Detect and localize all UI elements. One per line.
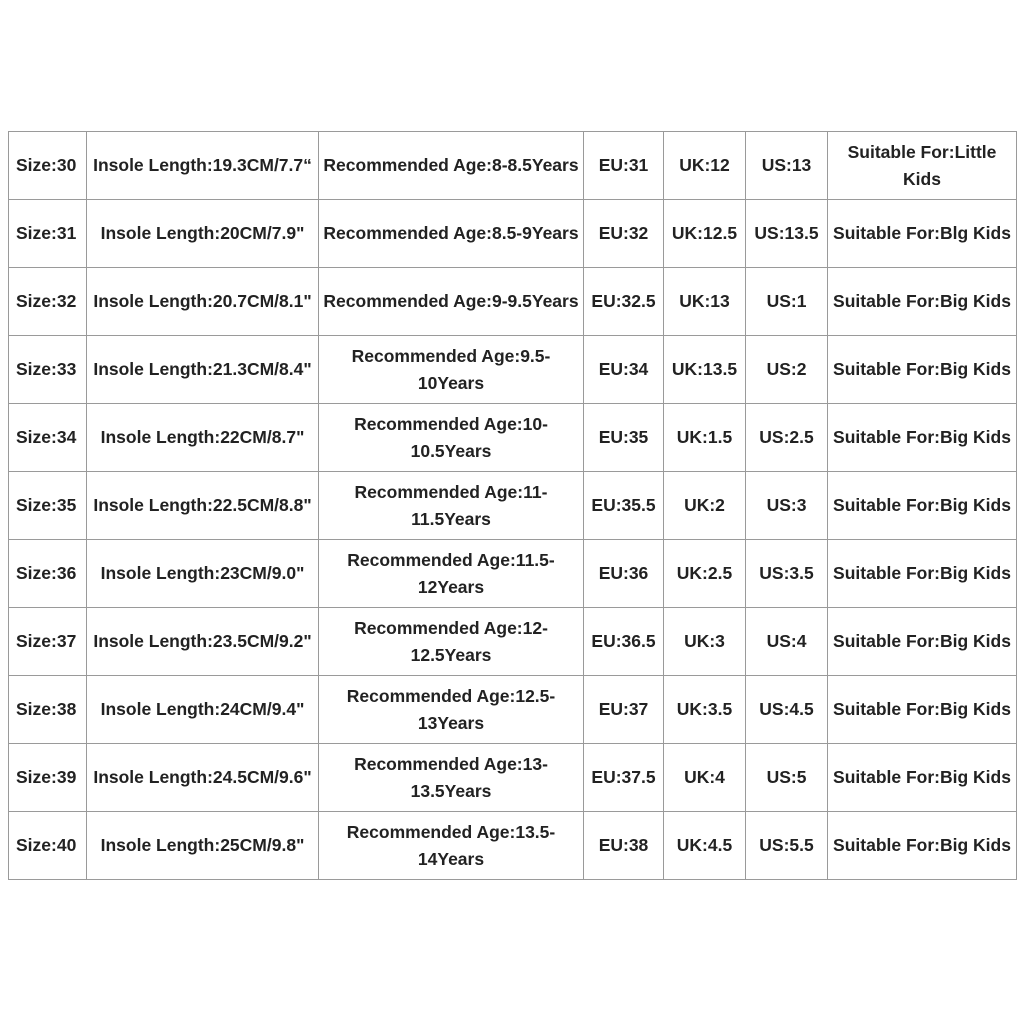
- size-cell: Size:38: [9, 676, 87, 744]
- insole-length-cell: Insole Length:24.5CM/9.6": [87, 744, 319, 812]
- uk-size-cell: UK:3.5: [664, 676, 746, 744]
- eu-size-cell: EU:36: [584, 540, 664, 608]
- recommended-age-cell: Recommended Age:12-12.5Years: [319, 608, 584, 676]
- recommended-age-cell: Recommended Age:8-8.5Years: [319, 132, 584, 200]
- uk-size-cell: UK:2: [664, 472, 746, 540]
- insole-length-cell: Insole Length:23CM/9.0": [87, 540, 319, 608]
- size-cell: Size:35: [9, 472, 87, 540]
- table-row: [9, 404, 1017, 472]
- insole-length-cell: Insole Length:22CM/8.7": [87, 404, 319, 472]
- suitable-for-cell: Suitable For:Big Kids: [828, 540, 1017, 608]
- table-row: [9, 132, 1017, 200]
- size-cell: Size:36: [9, 540, 87, 608]
- eu-size-cell: EU:31: [584, 132, 664, 200]
- eu-size-cell: EU:38: [584, 812, 664, 880]
- insole-length-cell: Insole Length:25CM/9.8": [87, 812, 319, 880]
- us-size-cell: US:3.5: [746, 540, 828, 608]
- suitable-for-cell: Suitable For:Big Kids: [828, 608, 1017, 676]
- size-cell: Size:39: [9, 744, 87, 812]
- recommended-age-cell: Recommended Age:9.5-10Years: [319, 336, 584, 404]
- table-row: [9, 472, 1017, 540]
- us-size-cell: US:4.5: [746, 676, 828, 744]
- table-row: [9, 540, 1017, 608]
- suitable-for-cell: Suitable For:Big Kids: [828, 268, 1017, 336]
- suitable-for-cell: Suitable For:Big Kids: [828, 812, 1017, 880]
- recommended-age-cell: Recommended Age:11.5-12Years: [319, 540, 584, 608]
- table-row: [9, 608, 1017, 676]
- table-row: [9, 268, 1017, 336]
- eu-size-cell: EU:37: [584, 676, 664, 744]
- suitable-for-cell: Suitable For:Blg Kids: [828, 200, 1017, 268]
- size-cell: Size:33: [9, 336, 87, 404]
- uk-size-cell: UK:4: [664, 744, 746, 812]
- eu-size-cell: EU:32: [584, 200, 664, 268]
- table-row: [9, 336, 1017, 404]
- suitable-for-cell: Suitable For:Big Kids: [828, 744, 1017, 812]
- eu-size-cell: EU:37.5: [584, 744, 664, 812]
- size-chart-body: [9, 132, 1017, 880]
- uk-size-cell: UK:13.5: [664, 336, 746, 404]
- insole-length-cell: Insole Length:20CM/7.9": [87, 200, 319, 268]
- recommended-age-cell: Recommended Age:12.5-13Years: [319, 676, 584, 744]
- eu-size-cell: EU:32.5: [584, 268, 664, 336]
- recommended-age-cell: Recommended Age:9-9.5Years: [319, 268, 584, 336]
- suitable-for-cell: Suitable For:Big Kids: [828, 676, 1017, 744]
- suitable-for-cell: Suitable For:Big Kids: [828, 404, 1017, 472]
- recommended-age-cell: Recommended Age:11-11.5Years: [319, 472, 584, 540]
- recommended-age-cell: Recommended Age:8.5-9Years: [319, 200, 584, 268]
- us-size-cell: US:13: [746, 132, 828, 200]
- us-size-cell: US:3: [746, 472, 828, 540]
- suitable-for-cell: Suitable For:Big Kids: [828, 336, 1017, 404]
- uk-size-cell: UK:13: [664, 268, 746, 336]
- uk-size-cell: UK:3: [664, 608, 746, 676]
- us-size-cell: US:13.5: [746, 200, 828, 268]
- us-size-cell: US:4: [746, 608, 828, 676]
- size-cell: Size:31: [9, 200, 87, 268]
- uk-size-cell: UK:12.5: [664, 200, 746, 268]
- insole-length-cell: Insole Length:21.3CM/8.4": [87, 336, 319, 404]
- eu-size-cell: EU:35.5: [584, 472, 664, 540]
- uk-size-cell: UK:1.5: [664, 404, 746, 472]
- size-cell: Size:32: [9, 268, 87, 336]
- us-size-cell: US:2.5: [746, 404, 828, 472]
- table-row: [9, 744, 1017, 812]
- eu-size-cell: EU:34: [584, 336, 664, 404]
- size-cell: Size:30: [9, 132, 87, 200]
- suitable-for-cell: Suitable For:Big Kids: [828, 472, 1017, 540]
- size-cell: Size:34: [9, 404, 87, 472]
- table-row: [9, 812, 1017, 880]
- us-size-cell: US:5.5: [746, 812, 828, 880]
- size-chart-table: [8, 131, 1017, 880]
- recommended-age-cell: Recommended Age:10-10.5Years: [319, 404, 584, 472]
- recommended-age-cell: Recommended Age:13.5-14Years: [319, 812, 584, 880]
- insole-length-cell: Insole Length:23.5CM/9.2": [87, 608, 319, 676]
- table-row: [9, 200, 1017, 268]
- uk-size-cell: UK:12: [664, 132, 746, 200]
- table-row: [9, 676, 1017, 744]
- suitable-for-cell: Suitable For:Little Kids: [828, 132, 1017, 200]
- us-size-cell: US:2: [746, 336, 828, 404]
- size-cell: Size:37: [9, 608, 87, 676]
- us-size-cell: US:1: [746, 268, 828, 336]
- insole-length-cell: Insole Length:22.5CM/8.8": [87, 472, 319, 540]
- recommended-age-cell: Recommended Age:13-13.5Years: [319, 744, 584, 812]
- insole-length-cell: Insole Length:20.7CM/8.1": [87, 268, 319, 336]
- size-cell: Size:40: [9, 812, 87, 880]
- uk-size-cell: UK:4.5: [664, 812, 746, 880]
- insole-length-cell: Insole Length:19.3CM/7.7“: [87, 132, 319, 200]
- uk-size-cell: UK:2.5: [664, 540, 746, 608]
- eu-size-cell: EU:36.5: [584, 608, 664, 676]
- us-size-cell: US:5: [746, 744, 828, 812]
- insole-length-cell: Insole Length:24CM/9.4": [87, 676, 319, 744]
- eu-size-cell: EU:35: [584, 404, 664, 472]
